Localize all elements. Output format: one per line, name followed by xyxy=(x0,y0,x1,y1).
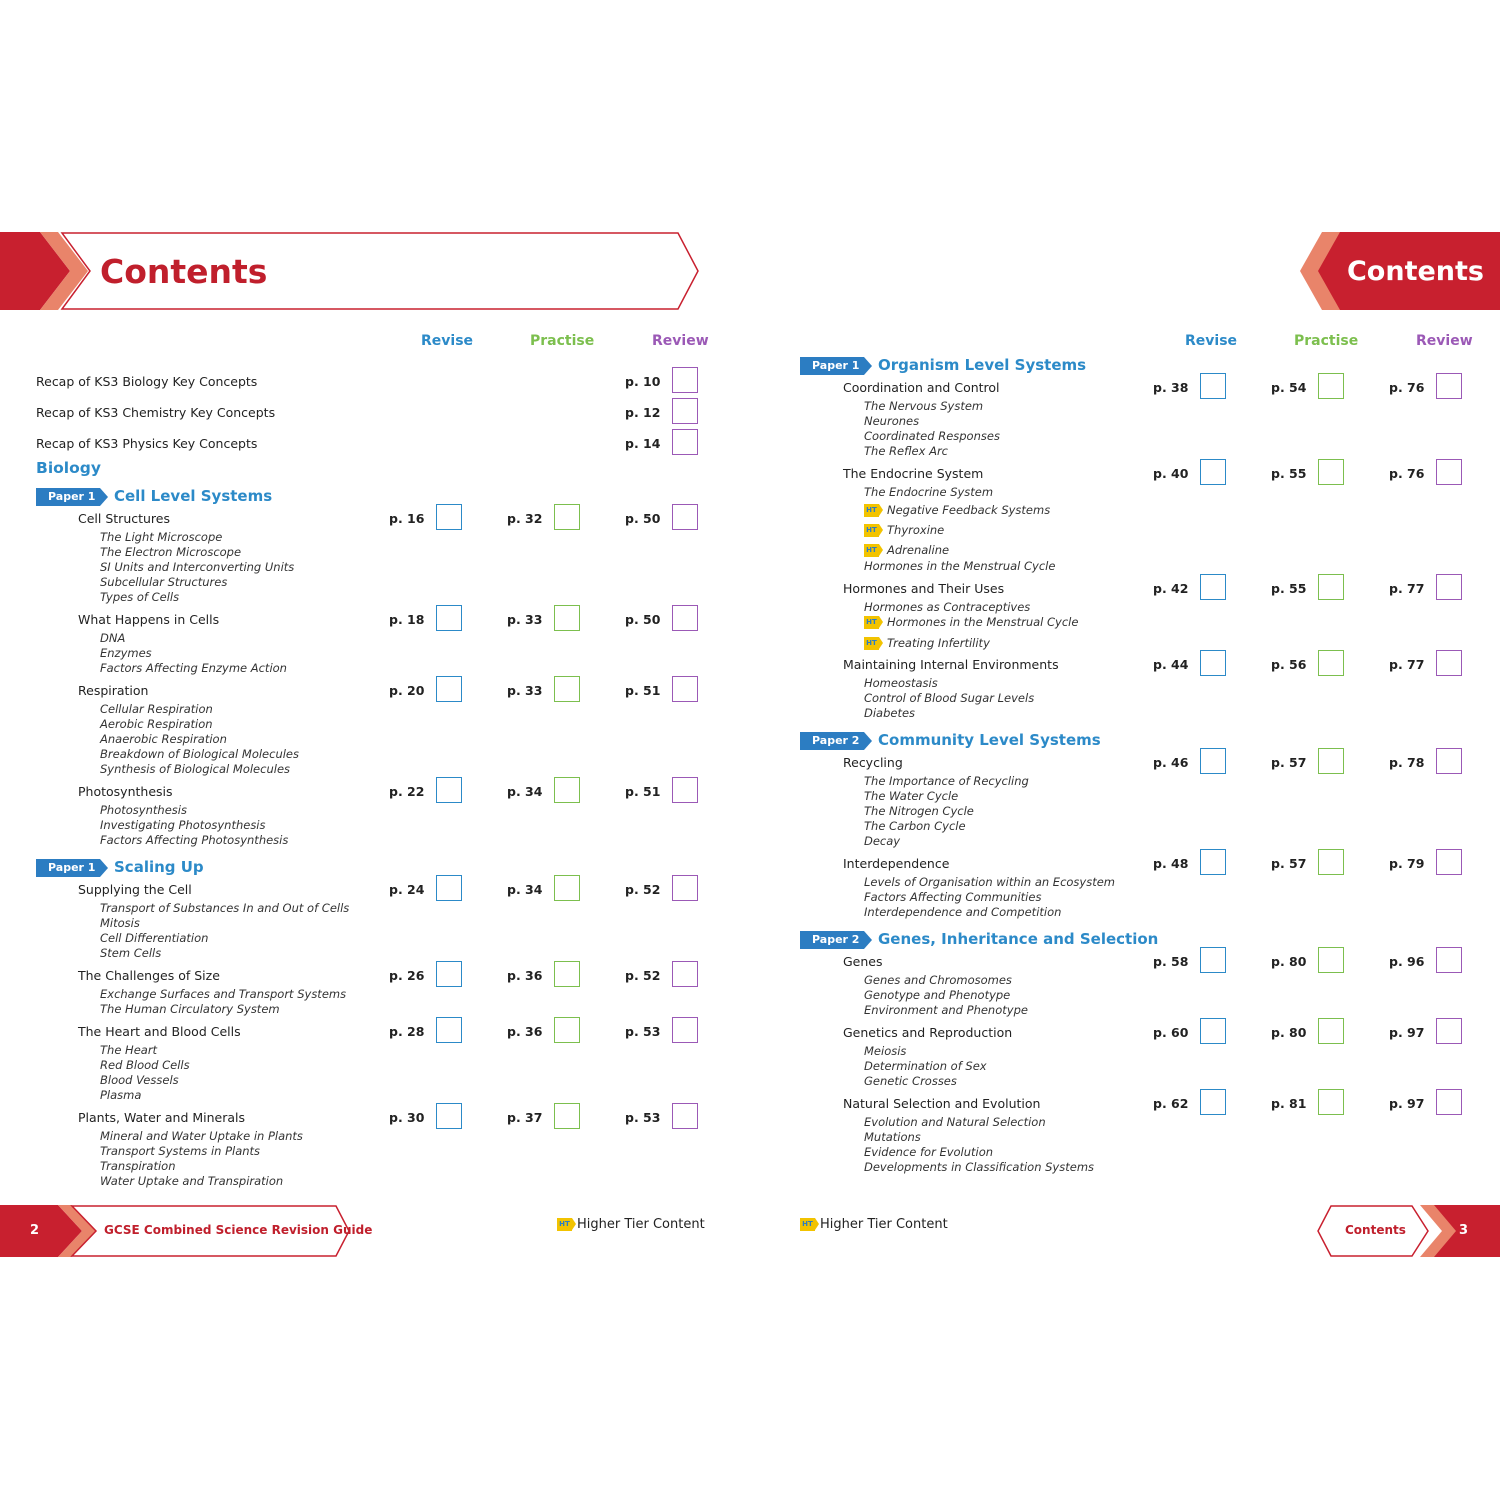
subtopic: The Electron Microscope xyxy=(100,545,242,559)
page-ref-practise: p. 55 xyxy=(1271,581,1307,596)
page-ref-practise: p. 36 xyxy=(507,1024,543,1039)
page-ref-revise: p. 38 xyxy=(1153,380,1189,395)
page-ref-review: p. 77 xyxy=(1389,581,1425,596)
page-ref-practise: p. 33 xyxy=(507,683,543,698)
practise-checkbox[interactable] xyxy=(1318,459,1344,485)
topic-label: The Endocrine System xyxy=(843,466,984,481)
subtopic: The Heart xyxy=(100,1043,158,1057)
subtopic: Red Blood Cells xyxy=(100,1058,190,1072)
topic-label: The Challenges of Size xyxy=(78,968,220,983)
subtopic: Cell Differentiation xyxy=(100,931,209,945)
subtopic: The Carbon Cycle xyxy=(864,819,966,833)
page-ref-review: p. 51 xyxy=(625,683,661,698)
subtopic: Homeostasis xyxy=(864,676,938,690)
page-ref-review: p. 53 xyxy=(625,1024,661,1039)
revise-checkbox[interactable] xyxy=(1200,574,1226,600)
topic-label: The Heart and Blood Cells xyxy=(78,1024,241,1039)
paper-tag: Paper 1 xyxy=(36,859,100,877)
page-ref-practise: p. 56 xyxy=(1271,657,1307,672)
page-ref-revise: p. 48 xyxy=(1153,856,1189,871)
topic-label: What Happens in Cells xyxy=(78,612,220,627)
subtopic: Anaerobic Respiration xyxy=(100,732,227,746)
subtopic: Mutations xyxy=(864,1130,921,1144)
revise-checkbox[interactable] xyxy=(436,875,462,901)
subtopic: Neurones xyxy=(864,414,920,428)
recap-chemistry-page: p. 12 xyxy=(625,405,661,420)
review-checkbox[interactable] xyxy=(1436,373,1462,399)
page-ref-review: p. 79 xyxy=(1389,856,1425,871)
ht-icon: HT xyxy=(864,544,879,557)
revise-checkbox[interactable] xyxy=(1200,650,1226,676)
recap-physics: Recap of KS3 Physics Key Concepts xyxy=(36,436,258,451)
page-ref-practise: p. 80 xyxy=(1271,954,1307,969)
page-ref-review: p. 78 xyxy=(1389,755,1425,770)
subtopic: Transpiration xyxy=(100,1159,176,1173)
subtopic: Investigating Photosynthesis xyxy=(100,818,266,832)
page-ref-review: p. 52 xyxy=(625,968,661,983)
revise-checkbox[interactable] xyxy=(436,961,462,987)
subtopic: Coordinated Responses xyxy=(864,429,1000,443)
ht-icon: HT xyxy=(864,504,879,517)
page-ref-review: p. 52 xyxy=(625,882,661,897)
page-ref-revise: p. 24 xyxy=(389,882,425,897)
subtopic: Genotype and Phenotype xyxy=(864,988,1011,1002)
subtopic: Thyroxine xyxy=(887,523,945,537)
page-ref-review: p. 96 xyxy=(1389,954,1425,969)
legend-higher-tier-right: Higher Tier Content xyxy=(820,1217,948,1232)
revise-checkbox[interactable] xyxy=(436,1017,462,1043)
revise-checkbox[interactable] xyxy=(1200,373,1226,399)
recap-chemistry-review-checkbox[interactable] xyxy=(672,398,698,424)
page-ref-review: p. 50 xyxy=(625,612,661,627)
page-ref-revise: p. 44 xyxy=(1153,657,1189,672)
footer-page-number-right: 3 xyxy=(1459,1223,1469,1238)
page-ref-revise: p. 42 xyxy=(1153,581,1189,596)
footer-page-number-left: 2 xyxy=(30,1223,40,1238)
col-practise-right: Practise xyxy=(1294,333,1359,349)
practise-checkbox[interactable] xyxy=(1318,574,1344,600)
subtopic: Hormones as Contraceptives xyxy=(864,600,1031,614)
subtopic: Diabetes xyxy=(864,706,916,720)
revise-checkbox[interactable] xyxy=(436,676,462,702)
page-ref-practise: p. 81 xyxy=(1271,1096,1307,1111)
page-ref-revise: p. 20 xyxy=(389,683,425,698)
subtopic: Control of Blood Sugar Levels xyxy=(864,691,1035,705)
subtopic: Evidence for Evolution xyxy=(864,1145,994,1159)
practise-checkbox[interactable] xyxy=(554,1017,580,1043)
subtopic: Transport of Substances In and Out of Cells xyxy=(100,901,350,915)
page-ref-review: p. 50 xyxy=(625,511,661,526)
subtopic: Interdependence and Competition xyxy=(864,905,1062,919)
recap-biology: Recap of KS3 Biology Key Concepts xyxy=(36,374,258,389)
subtopic: DNA xyxy=(100,631,126,645)
page-ref-revise: p. 16 xyxy=(389,511,425,526)
revise-checkbox[interactable] xyxy=(1200,459,1226,485)
page-ref-review: p. 97 xyxy=(1389,1025,1425,1040)
review-checkbox[interactable] xyxy=(672,961,698,987)
ht-icon: HT xyxy=(800,1218,815,1231)
page-ref-review: p. 51 xyxy=(625,784,661,799)
subtopic: The Water Cycle xyxy=(864,789,959,803)
subtopic: Transport Systems in Plants xyxy=(100,1144,261,1158)
subtopic: Exchange Surfaces and Transport Systems xyxy=(100,987,347,1001)
topic-label: Cell Structures xyxy=(78,511,170,526)
subtopic: Meiosis xyxy=(864,1044,907,1058)
review-checkbox[interactable] xyxy=(672,875,698,901)
recap-physics-review-checkbox[interactable] xyxy=(672,429,698,455)
review-checkbox[interactable] xyxy=(672,1103,698,1129)
review-checkbox[interactable] xyxy=(1436,748,1462,774)
page-ref-practise: p. 54 xyxy=(1271,380,1307,395)
revise-checkbox[interactable] xyxy=(1200,947,1226,973)
subtopic: Treating Infertility xyxy=(887,636,990,650)
subtopic: Subcellular Structures xyxy=(100,575,228,589)
paper-tag: Paper 1 xyxy=(800,357,864,375)
subtopic: Breakdown of Biological Molecules xyxy=(100,747,299,761)
revise-checkbox[interactable] xyxy=(1200,1089,1226,1115)
section-title-scaling-up: Scaling Up xyxy=(114,858,204,876)
practise-checkbox[interactable] xyxy=(1318,947,1344,973)
revise-checkbox[interactable] xyxy=(436,504,462,530)
review-checkbox[interactable] xyxy=(1436,1018,1462,1044)
subtopic: Decay xyxy=(864,834,901,848)
subtopic: Hormones in the Menstrual Cycle xyxy=(864,559,1056,573)
subtopic: Genetic Crosses xyxy=(864,1074,957,1088)
page-ref-practise: p. 57 xyxy=(1271,755,1307,770)
subtopic: Determination of Sex xyxy=(864,1059,987,1073)
revise-checkbox[interactable] xyxy=(1200,748,1226,774)
practise-checkbox[interactable] xyxy=(554,777,580,803)
page-ref-practise: p. 37 xyxy=(507,1110,543,1125)
recap-biology-review-checkbox[interactable] xyxy=(672,367,698,393)
subtopic: Plasma xyxy=(100,1088,142,1102)
review-checkbox[interactable] xyxy=(672,1017,698,1043)
subtopic: Factors Affecting Communities xyxy=(864,890,1042,904)
revise-checkbox[interactable] xyxy=(436,777,462,803)
review-checkbox[interactable] xyxy=(1436,650,1462,676)
practise-checkbox[interactable] xyxy=(1318,849,1344,875)
subtopic: The Endocrine System xyxy=(864,485,994,499)
subtopic: Blood Vessels xyxy=(100,1073,179,1087)
page-ref-revise: p. 62 xyxy=(1153,1096,1189,1111)
topic-label: Recycling xyxy=(843,755,903,770)
topic-label: Photosynthesis xyxy=(78,784,173,799)
subtopic: Cellular Respiration xyxy=(100,702,213,716)
col-review-left: Review xyxy=(652,333,709,349)
review-checkbox[interactable] xyxy=(672,605,698,631)
practise-checkbox[interactable] xyxy=(1318,373,1344,399)
subtopic: Types of Cells xyxy=(100,590,180,604)
page-ref-review: p. 76 xyxy=(1389,466,1425,481)
subtopic: SI Units and Interconverting Units xyxy=(100,560,295,574)
recap-biology-page: p. 10 xyxy=(625,374,661,389)
review-checkbox[interactable] xyxy=(1436,574,1462,600)
page-ref-practise: p. 80 xyxy=(1271,1025,1307,1040)
topic-label: Genetics and Reproduction xyxy=(843,1025,1013,1040)
subtopic: The Human Circulatory System xyxy=(100,1002,280,1016)
subtopic: Environment and Phenotype xyxy=(864,1003,1028,1017)
footer-right-banner xyxy=(1316,1205,1500,1259)
subtopic: Negative Feedback Systems xyxy=(887,503,1051,517)
legend-higher-tier-left: Higher Tier Content xyxy=(577,1217,705,1232)
review-checkbox[interactable] xyxy=(672,676,698,702)
subtopic: Factors Affecting Enzyme Action xyxy=(100,661,287,675)
page-ref-revise: p. 60 xyxy=(1153,1025,1189,1040)
subtopic: Mineral and Water Uptake in Plants xyxy=(100,1129,303,1143)
col-revise-left: Revise xyxy=(421,333,474,349)
topic-label: Coordination and Control xyxy=(843,380,1000,395)
subtopic: The Nervous System xyxy=(864,399,984,413)
ht-icon: HT xyxy=(864,616,879,629)
topic-label: Plants, Water and Minerals xyxy=(78,1110,246,1125)
review-checkbox[interactable] xyxy=(1436,1089,1462,1115)
practise-checkbox[interactable] xyxy=(1318,1018,1344,1044)
revise-checkbox[interactable] xyxy=(1200,1018,1226,1044)
page-ref-revise: p. 22 xyxy=(389,784,425,799)
subtopic: The Importance of Recycling xyxy=(864,774,1029,788)
recap-chemistry: Recap of KS3 Chemistry Key Concepts xyxy=(36,405,276,420)
subtopic: Levels of Organisation within an Ecosystem xyxy=(864,875,1116,889)
review-checkbox[interactable] xyxy=(672,777,698,803)
subtopic: Adrenaline xyxy=(887,543,950,557)
revise-checkbox[interactable] xyxy=(436,605,462,631)
practise-checkbox[interactable] xyxy=(554,961,580,987)
subtopic: Mitosis xyxy=(100,916,140,930)
recap-physics-page: p. 14 xyxy=(625,436,661,451)
subtopic: Synthesis of Biological Molecules xyxy=(100,762,291,776)
page-ref-revise: p. 58 xyxy=(1153,954,1189,969)
subtopic: The Reflex Arc xyxy=(864,444,948,458)
topic-label: Interdependence xyxy=(843,856,950,871)
subtopic: The Light Microscope xyxy=(100,530,223,544)
subtopic: Aerobic Respiration xyxy=(100,717,213,731)
page-ref-review: p. 97 xyxy=(1389,1096,1425,1111)
practise-checkbox[interactable] xyxy=(1318,650,1344,676)
page-ref-review: p. 77 xyxy=(1389,657,1425,672)
topic-label: Supplying the Cell xyxy=(78,882,192,897)
ht-icon: HT xyxy=(557,1218,572,1231)
topic-label: Respiration xyxy=(78,683,149,698)
paper-tag: Paper 1 xyxy=(36,488,100,506)
subtopic: Water Uptake and Transpiration xyxy=(100,1174,284,1188)
ht-icon: HT xyxy=(864,637,879,650)
review-checkbox[interactable] xyxy=(1436,849,1462,875)
page-ref-practise: p. 36 xyxy=(507,968,543,983)
page-ref-revise: p. 26 xyxy=(389,968,425,983)
topic-label: Natural Selection and Evolution xyxy=(843,1096,1041,1111)
paper-tag: Paper 2 xyxy=(800,931,864,949)
practise-checkbox[interactable] xyxy=(1318,748,1344,774)
practise-checkbox[interactable] xyxy=(554,875,580,901)
section-title-cell-level-systems: Cell Level Systems xyxy=(114,487,273,505)
subtopic: Hormones in the Menstrual Cycle xyxy=(887,615,1079,629)
page-ref-review: p. 76 xyxy=(1389,380,1425,395)
subtopic: Enzymes xyxy=(100,646,152,660)
page-ref-revise: p. 28 xyxy=(389,1024,425,1039)
subtopic: Photosynthesis xyxy=(100,803,187,817)
ht-icon: HT xyxy=(864,524,879,537)
practise-checkbox[interactable] xyxy=(1318,1089,1344,1115)
subtopic: The Nitrogen Cycle xyxy=(864,804,974,818)
footer-book-title: GCSE Combined Science Revision Guide xyxy=(104,1223,373,1237)
paper-tag: Paper 2 xyxy=(800,732,864,750)
revise-checkbox[interactable] xyxy=(436,1103,462,1129)
revise-checkbox[interactable] xyxy=(1200,849,1226,875)
subtopic: Genes and Chromosomes xyxy=(864,973,1012,987)
section-title-genes-inheritance-selection: Genes, Inheritance and Selection xyxy=(878,930,1159,948)
page-ref-revise: p. 40 xyxy=(1153,466,1189,481)
page-title-right: Contents xyxy=(1346,256,1484,287)
page-ref-practise: p. 34 xyxy=(507,882,543,897)
practise-checkbox[interactable] xyxy=(554,605,580,631)
col-review-right: Review xyxy=(1416,333,1473,349)
page-ref-practise: p. 57 xyxy=(1271,856,1307,871)
page-ref-practise: p. 32 xyxy=(507,511,543,526)
section-title-organism-level-systems: Organism Level Systems xyxy=(878,356,1087,374)
review-checkbox[interactable] xyxy=(1436,459,1462,485)
page-ref-practise: p. 34 xyxy=(507,784,543,799)
col-practise-left: Practise xyxy=(530,333,595,349)
page-ref-practise: p. 33 xyxy=(507,612,543,627)
section-title-community-level-systems: Community Level Systems xyxy=(878,731,1101,749)
topic-label: Genes xyxy=(843,954,883,969)
page-ref-revise: p. 46 xyxy=(1153,755,1189,770)
page-ref-revise: p. 18 xyxy=(389,612,425,627)
page-ref-review: p. 53 xyxy=(625,1110,661,1125)
review-checkbox[interactable] xyxy=(672,504,698,530)
subtopic: Evolution and Natural Selection xyxy=(864,1115,1046,1129)
review-checkbox[interactable] xyxy=(1436,947,1462,973)
practise-checkbox[interactable] xyxy=(554,676,580,702)
col-revise-right: Revise xyxy=(1185,333,1238,349)
practise-checkbox[interactable] xyxy=(554,1103,580,1129)
subtopic: Stem Cells xyxy=(100,946,162,960)
page-ref-revise: p. 30 xyxy=(389,1110,425,1125)
topic-label: Hormones and Their Uses xyxy=(843,581,1005,596)
practise-checkbox[interactable] xyxy=(554,504,580,530)
page-ref-practise: p. 55 xyxy=(1271,466,1307,481)
subtopic: Factors Affecting Photosynthesis xyxy=(100,833,289,847)
page-title-left: Contents xyxy=(100,252,268,291)
footer-section-title: Contents xyxy=(1345,1223,1406,1237)
section-heading-biology: Biology xyxy=(36,459,101,477)
topic-label: Maintaining Internal Environments xyxy=(843,657,1059,672)
subtopic: Developments in Classification Systems xyxy=(864,1160,1095,1174)
